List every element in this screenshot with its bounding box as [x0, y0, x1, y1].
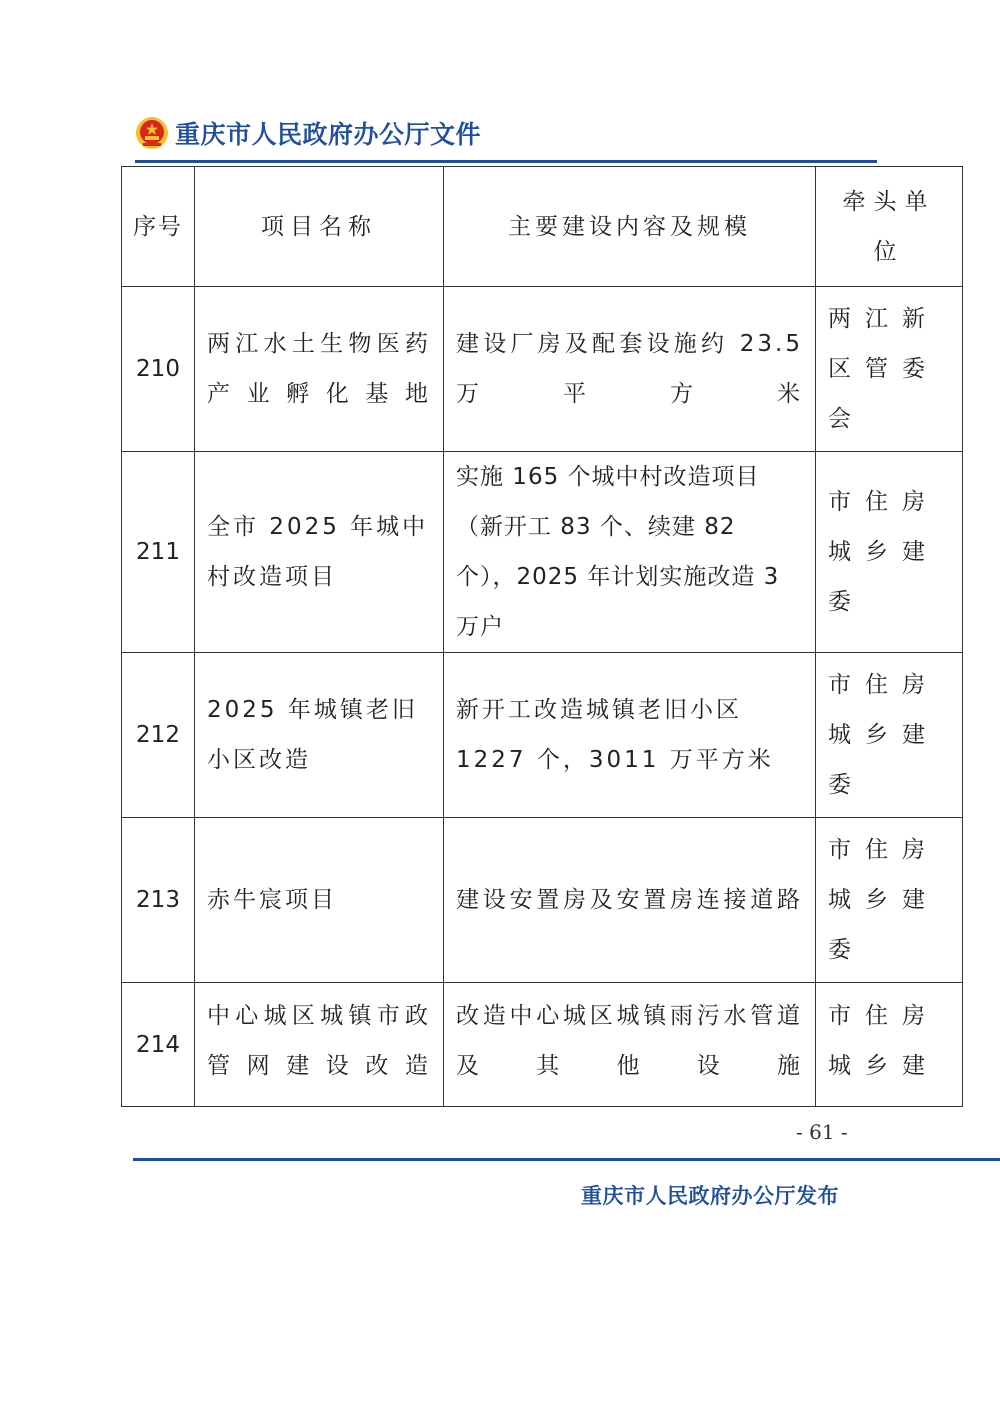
project-name: 两江水土生物医药产业孵化基地 — [207, 331, 431, 407]
project-name: 2025 年城镇老旧小区改造 — [207, 697, 418, 773]
lead-unit: 市住房城乡建委 — [828, 672, 939, 798]
project-content: 改造中心城区城镇雨污水管道及其他设施 — [456, 1003, 803, 1079]
header-divider — [135, 160, 877, 163]
project-content: 新开工改造城镇老旧小区 1227 个，3011 万平方米 — [456, 697, 774, 773]
lead-unit: 两江新区管委会 — [828, 306, 939, 432]
column-header-unit-line2: 位 — [873, 238, 905, 265]
project-name: 赤牛宸项目 — [207, 887, 337, 913]
column-header-unit — [816, 167, 963, 287]
project-name: 中心城区城镇市政管网建设改造 — [207, 1003, 431, 1079]
table-row — [122, 653, 963, 818]
project-table — [121, 166, 963, 1107]
table-header-row — [122, 167, 963, 287]
table-row — [122, 818, 963, 983]
column-header-no: 序号 — [122, 167, 195, 287]
row-number: 210 — [122, 287, 195, 452]
column-header-name: 项目名称 — [195, 167, 444, 287]
project-content: 建设安置房及安置房连接道路 — [456, 887, 803, 913]
footer-divider — [133, 1158, 1000, 1161]
lead-unit: 市住房城乡建 — [828, 1003, 939, 1079]
column-header-unit-line1: 牵头单 — [842, 188, 936, 215]
document-header — [135, 112, 481, 154]
table-row — [122, 452, 963, 653]
project-name: 全市 2025 年城中村改造项目 — [207, 514, 429, 590]
national-emblem-icon — [135, 116, 169, 150]
column-header-content: 主要建设内容及规模 — [444, 167, 816, 287]
table-row — [122, 983, 963, 1107]
project-content: 建设厂房及配套设施约 23.5 万平方米 — [456, 331, 803, 407]
table-row — [122, 287, 963, 452]
page-number: - 61 - — [796, 1120, 848, 1144]
lead-unit: 市住房城乡建委 — [828, 837, 939, 963]
row-number: 212 — [122, 653, 195, 818]
row-number: 211 — [122, 452, 195, 653]
header-title: 重庆市人民政府办公厅文件 — [175, 120, 482, 149]
row-number: 213 — [122, 818, 195, 983]
footer-publisher: 重庆市人民政府办公厅发布 — [581, 1183, 839, 1208]
project-content: 实施 165 个城中村改造项目（新开工 83 个、续建 82 个），2025 年计划实施改造 3 万户 — [456, 464, 780, 640]
lead-unit: 市住房城乡建委 — [828, 489, 939, 615]
row-number: 214 — [122, 983, 195, 1107]
